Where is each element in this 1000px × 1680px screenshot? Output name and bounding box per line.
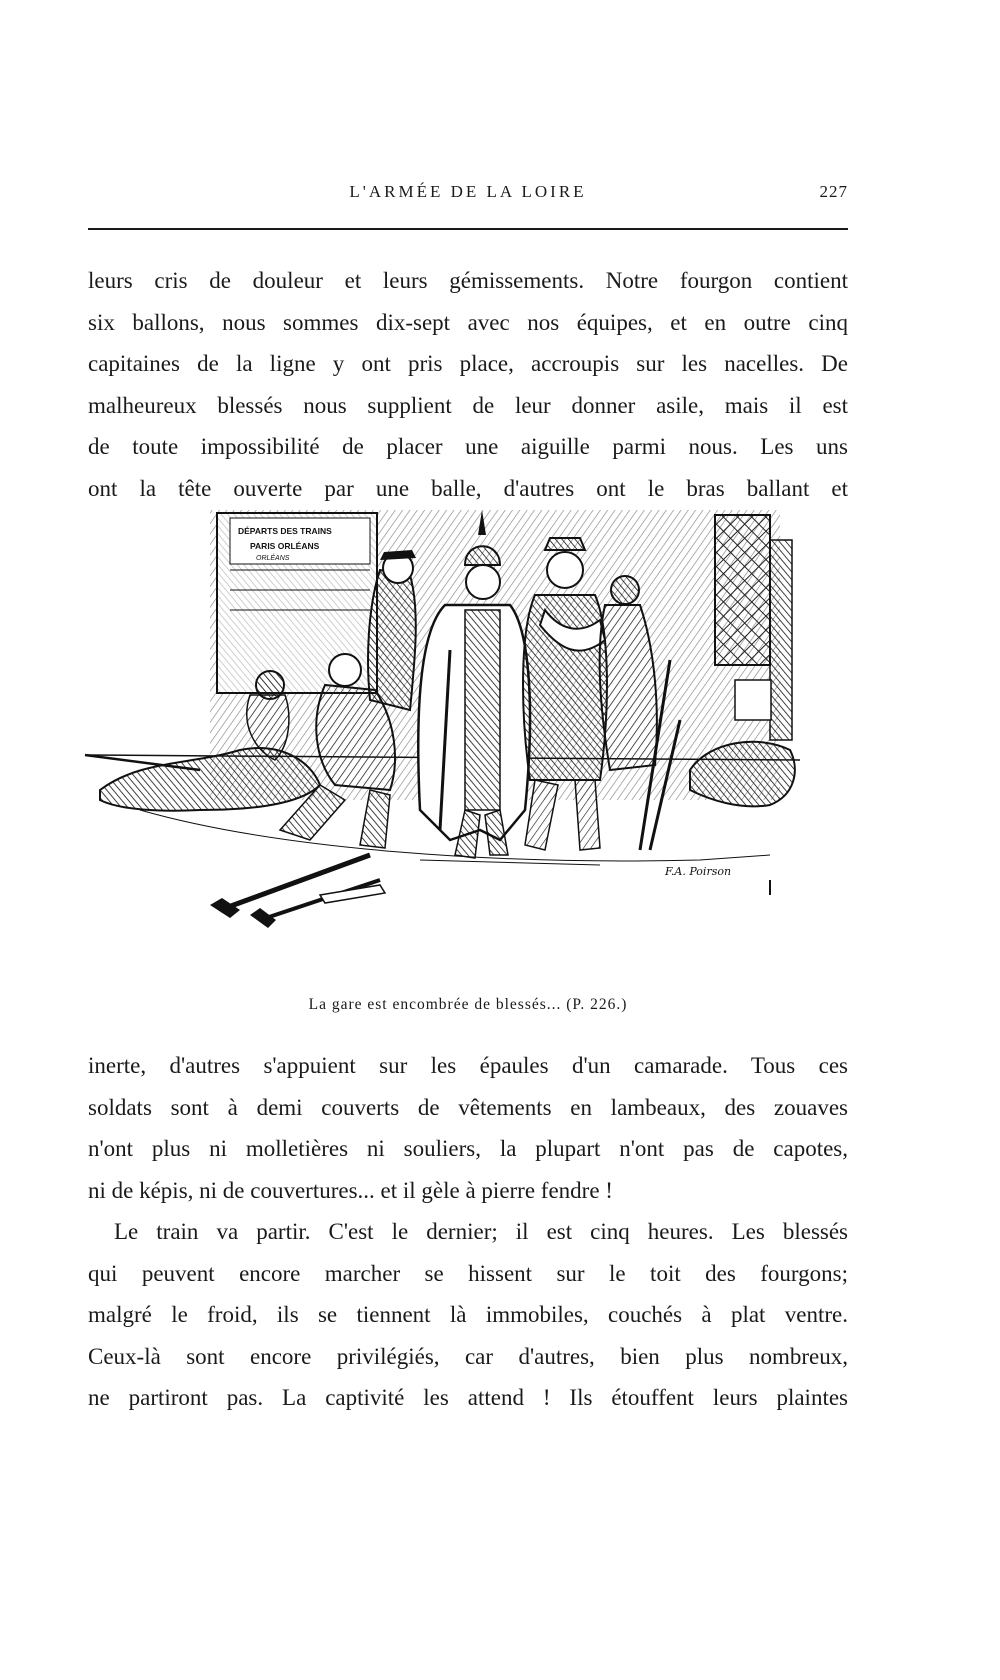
text-line: malheureux blessés nous supplient de leur donner asile, mais il est <box>88 392 848 418</box>
sign-line: PARIS ORLÉANS <box>250 541 320 551</box>
figure-caption: La gare est encombrée de blessés... (P. 226.) <box>308 996 628 1013</box>
text-line: capitaines de la ligne y ont pris place, accroupis sur les nacelles. De <box>88 351 848 376</box>
text-line: six ballons, nous sommes dix-sept avec nos équipes, et en outre cinq <box>88 309 848 335</box>
text-line: leurs cris de douleur et leurs gémissements. Notre fourgon contient <box>88 268 848 293</box>
text-line: Le train va partir. C'est le dernier; il est cinq heures. Les blessés <box>114 1219 848 1244</box>
text-line: n'ont plus ni molletières ni souliers, la plupart n'ont pas de capotes, <box>88 1136 848 1161</box>
text-line: soldats sont à demi couverts de vêtements en lambeaux, des zouaves <box>88 1094 848 1120</box>
text-line: Ceux-là sont encore privilégiés, car d'autres, bien plus nombreux, <box>88 1343 848 1369</box>
artist-signature: F.A. Poirson <box>665 865 732 878</box>
text-line: de toute impossibilité de placer une aiguille parmi nous. Les uns <box>88 434 848 459</box>
text-line: ne partiront pas. La captivité les attend ! Ils étouffent leurs plaintes <box>88 1385 848 1410</box>
wounded-soldiers-engraving <box>80 510 840 990</box>
running-header <box>88 182 848 206</box>
text-line: ont la tête ouverte par une balle, d'autres ont le bras ballant et <box>88 475 848 501</box>
sign-line: ORLÉANS <box>256 555 290 562</box>
text-line: ni de képis, ni de couvertures... et il gèle à pierre fendre ! <box>88 1177 613 1203</box>
sign-line: DÉPARTS DES TRAINS <box>238 526 332 536</box>
paragraph-2 <box>88 1045 848 1419</box>
text-line: malgré le froid, ils se tiennent là immobiles, couchés à plat ventre. <box>88 1302 848 1327</box>
illustration <box>80 510 840 990</box>
text-line: inerte, d'autres s'appuient sur les épaules d'un camarade. Tous ces <box>88 1053 848 1078</box>
paragraph-1 <box>88 260 848 509</box>
header-rule <box>88 228 848 230</box>
text-line: qui peuvent encore marcher se hissent sur le toit des fourgons; <box>88 1260 848 1286</box>
page-number: 227 <box>819 182 848 201</box>
running-title: L'ARMÉE DE LA LOIRE <box>349 182 587 201</box>
